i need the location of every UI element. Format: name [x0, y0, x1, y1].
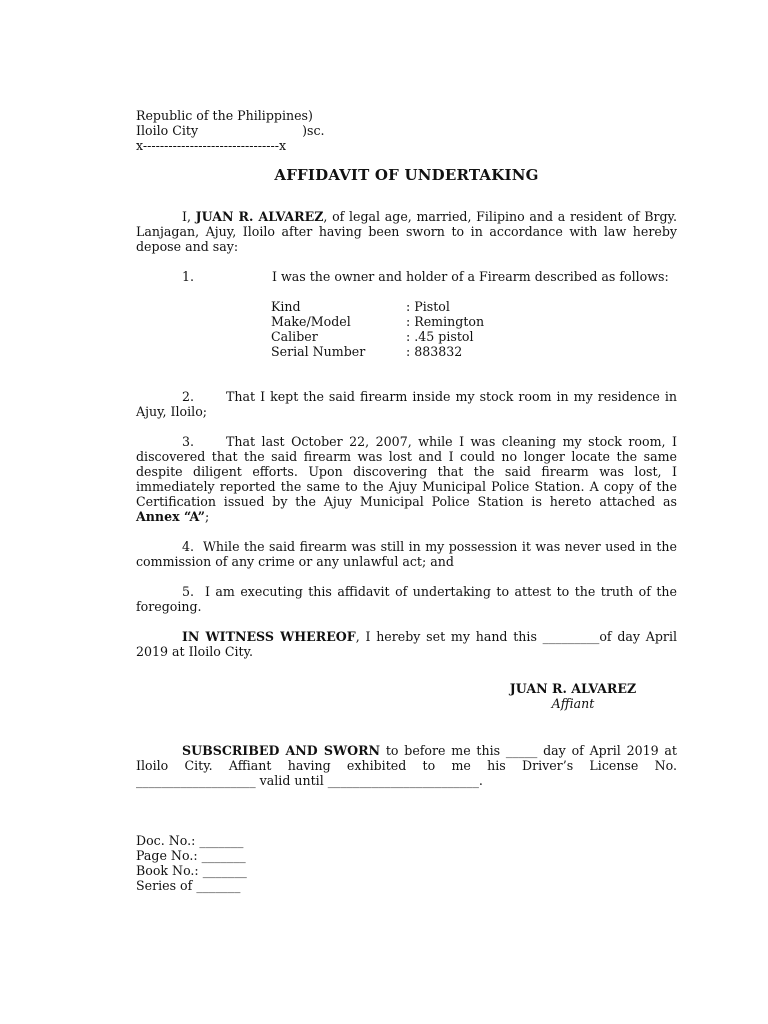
affiant-name-intro: JUAN R. ALVAREZ: [195, 209, 324, 224]
spec-key: Make/Model: [271, 314, 351, 329]
doc-no-row: [136, 833, 677, 848]
spec-value: : Remington: [406, 314, 485, 329]
caption-divider: x--------------------------------x: [136, 138, 287, 153]
annex-label: Annex “A”: [136, 509, 206, 524]
spec-value: : Pistol: [406, 299, 450, 314]
intro-text: , of legal age, married, Filipino and a resident of Brgy. Lanjagan, Ajuy, Iloilo after having been sworn to in accordance with law hereby depose and say:: [136, 209, 677, 254]
jurat-text-4: .: [478, 773, 483, 788]
item-1-number: 1.: [182, 269, 195, 284]
affiant-role: Affiant: [551, 696, 595, 711]
spec-row-kind: [271, 299, 677, 314]
notarial-register: [136, 833, 677, 893]
firearm-specs: [271, 299, 677, 359]
spec-value: : 883832: [406, 344, 463, 359]
caption-republic: Republic of the Philippines): [136, 108, 313, 123]
notarial-label: Doc. No.:: [136, 833, 196, 848]
series-row: [136, 878, 677, 893]
item-1: [136, 269, 677, 284]
witness-paragraph: [136, 629, 677, 659]
item-4-text: While the said firearm was still in my possession it was never used in the commission of any crime or any unlawful act; and: [136, 539, 677, 569]
intro-paragraph: [136, 209, 677, 254]
jurat-lead: SUBSCRIBED AND SWORN: [182, 743, 381, 758]
notarial-label: Series of: [136, 878, 193, 893]
witness-text-1: , I hereby set my hand this: [355, 629, 543, 644]
witness-lead: IN WITNESS WHEREOF: [182, 629, 356, 644]
notarial-blank: _______: [199, 833, 244, 848]
item-2-number: 2.: [182, 389, 195, 404]
item-5-text: I am executing this affidavit of undertaking to attest to the truth of the foregoing.: [136, 584, 677, 614]
notarial-label: Book No.:: [136, 863, 199, 878]
spec-row-serial: [271, 344, 677, 359]
notarial-label: Page No.:: [136, 848, 198, 863]
item-3-text: That last October 22, 2007, while I was cleaning my stock room, I discovered that the said firearm was lost and I could no longer locate the same despite diligent efforts. Upon discovering that the said firearm was lost, I immediately reported the same to the Ajuy Municipal Police Station. A copy of the Certification issued by the Ajuy Municipal Police Station is hereto attached as: [136, 434, 677, 509]
item-4: [136, 539, 677, 569]
spec-key: Kind: [271, 299, 301, 314]
item-2-text: That I kept the said firearm inside my stock room in my residence in Ajuy, Iloilo;: [136, 389, 677, 419]
intro-prefix: I,: [182, 209, 191, 224]
witness-text-2: of day April 2019 at Iloilo City.: [136, 629, 678, 659]
item-3: [136, 434, 677, 524]
jurat-text-1: to before me this: [380, 743, 506, 758]
affidavit-page: [136, 108, 677, 893]
jurat-paragraph: [136, 743, 677, 788]
jurat-day-blank: _____: [505, 743, 538, 758]
item-5: [136, 584, 677, 614]
notarial-blank: _______: [201, 848, 246, 863]
venue-caption: [136, 108, 677, 153]
witness-day-blank: _________: [542, 629, 600, 644]
item-4-number: 4.: [182, 539, 195, 554]
spec-row-make: [271, 314, 677, 329]
spec-key: Serial Number: [271, 344, 366, 359]
annex-suffix: ;: [205, 509, 210, 524]
page-no-row: [136, 848, 677, 863]
spec-row-caliber: [271, 329, 677, 344]
item-2: [136, 389, 677, 419]
caption-city-row: [136, 123, 677, 138]
book-no-row: [136, 863, 677, 878]
document-title: AFFIDAVIT OF UNDERTAKING: [274, 166, 539, 184]
signature-area: [136, 659, 677, 734]
item-5-number: 5.: [182, 584, 195, 599]
item-1-text: I was the owner and holder of a Firearm described as follows:: [272, 269, 669, 284]
license-number-blank: ___________________: [136, 773, 256, 788]
valid-until-blank: ________________________: [327, 773, 479, 788]
jurat-text-2: day of April 2019 at Iloilo City. Affiant having exhibited to me his Driver’s License No.: [136, 743, 677, 773]
spec-key: Caliber: [271, 329, 318, 344]
signature-block: [498, 681, 648, 711]
affiant-signature-name: JUAN R. ALVAREZ: [509, 681, 637, 696]
spec-value: : .45 pistol: [406, 329, 474, 344]
notarial-blank: _______: [196, 878, 241, 893]
item-3-number: 3.: [182, 434, 195, 449]
caption-city: Iloilo City: [136, 123, 199, 138]
caption-sc: )sc.: [302, 123, 325, 138]
jurat-text-3: valid until: [255, 773, 328, 788]
notarial-blank: _______: [202, 863, 247, 878]
